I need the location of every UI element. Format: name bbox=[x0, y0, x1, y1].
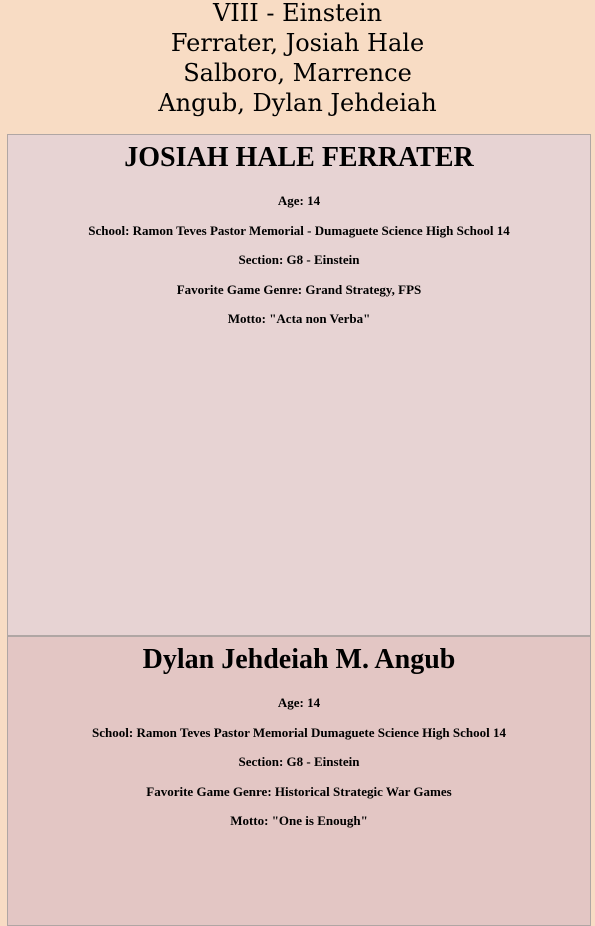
profile-card-angub bbox=[7, 636, 591, 926]
member-name-3: Angub, Dylan Jehdeiah bbox=[158, 89, 437, 117]
profile-age: Age: 14 bbox=[277, 193, 321, 208]
profile-motto: Motto: "Acta non Verba" bbox=[227, 311, 371, 326]
member-name-2: Salboro, Marrence bbox=[183, 59, 412, 87]
profile-card-ferrater bbox=[7, 134, 591, 636]
profile-motto: Motto: "One is Enough" bbox=[230, 813, 368, 828]
class-title: VIII - Einstein bbox=[212, 0, 383, 27]
profile-section: Section: G8 - Einstein bbox=[238, 754, 360, 769]
page-header bbox=[0, 0, 595, 134]
profile-section: Section: G8 - Einstein bbox=[238, 252, 360, 267]
profile-school: School: Ramon Teves Pastor Memorial Dumaguete Science High School 14 bbox=[92, 724, 506, 740]
member-name-1: Ferrater, Josiah Hale bbox=[170, 29, 425, 57]
profile-name: JOSIAH HALE FERRATER bbox=[124, 142, 474, 173]
profile-details bbox=[8, 695, 590, 829]
profile-genre: Favorite Game Genre: Grand Strategy, FPS bbox=[176, 281, 422, 297]
profile-genre: Favorite Game Genre: Historical Strategic War Games bbox=[146, 783, 452, 799]
profile-age: Age: 14 bbox=[277, 695, 321, 710]
profile-name: Dylan Jehdeiah M. Angub bbox=[142, 644, 456, 675]
profile-school: School: Ramon Teves Pastor Memorial - Dumaguete Science High School 14 bbox=[88, 222, 510, 238]
profile-details bbox=[8, 193, 590, 327]
